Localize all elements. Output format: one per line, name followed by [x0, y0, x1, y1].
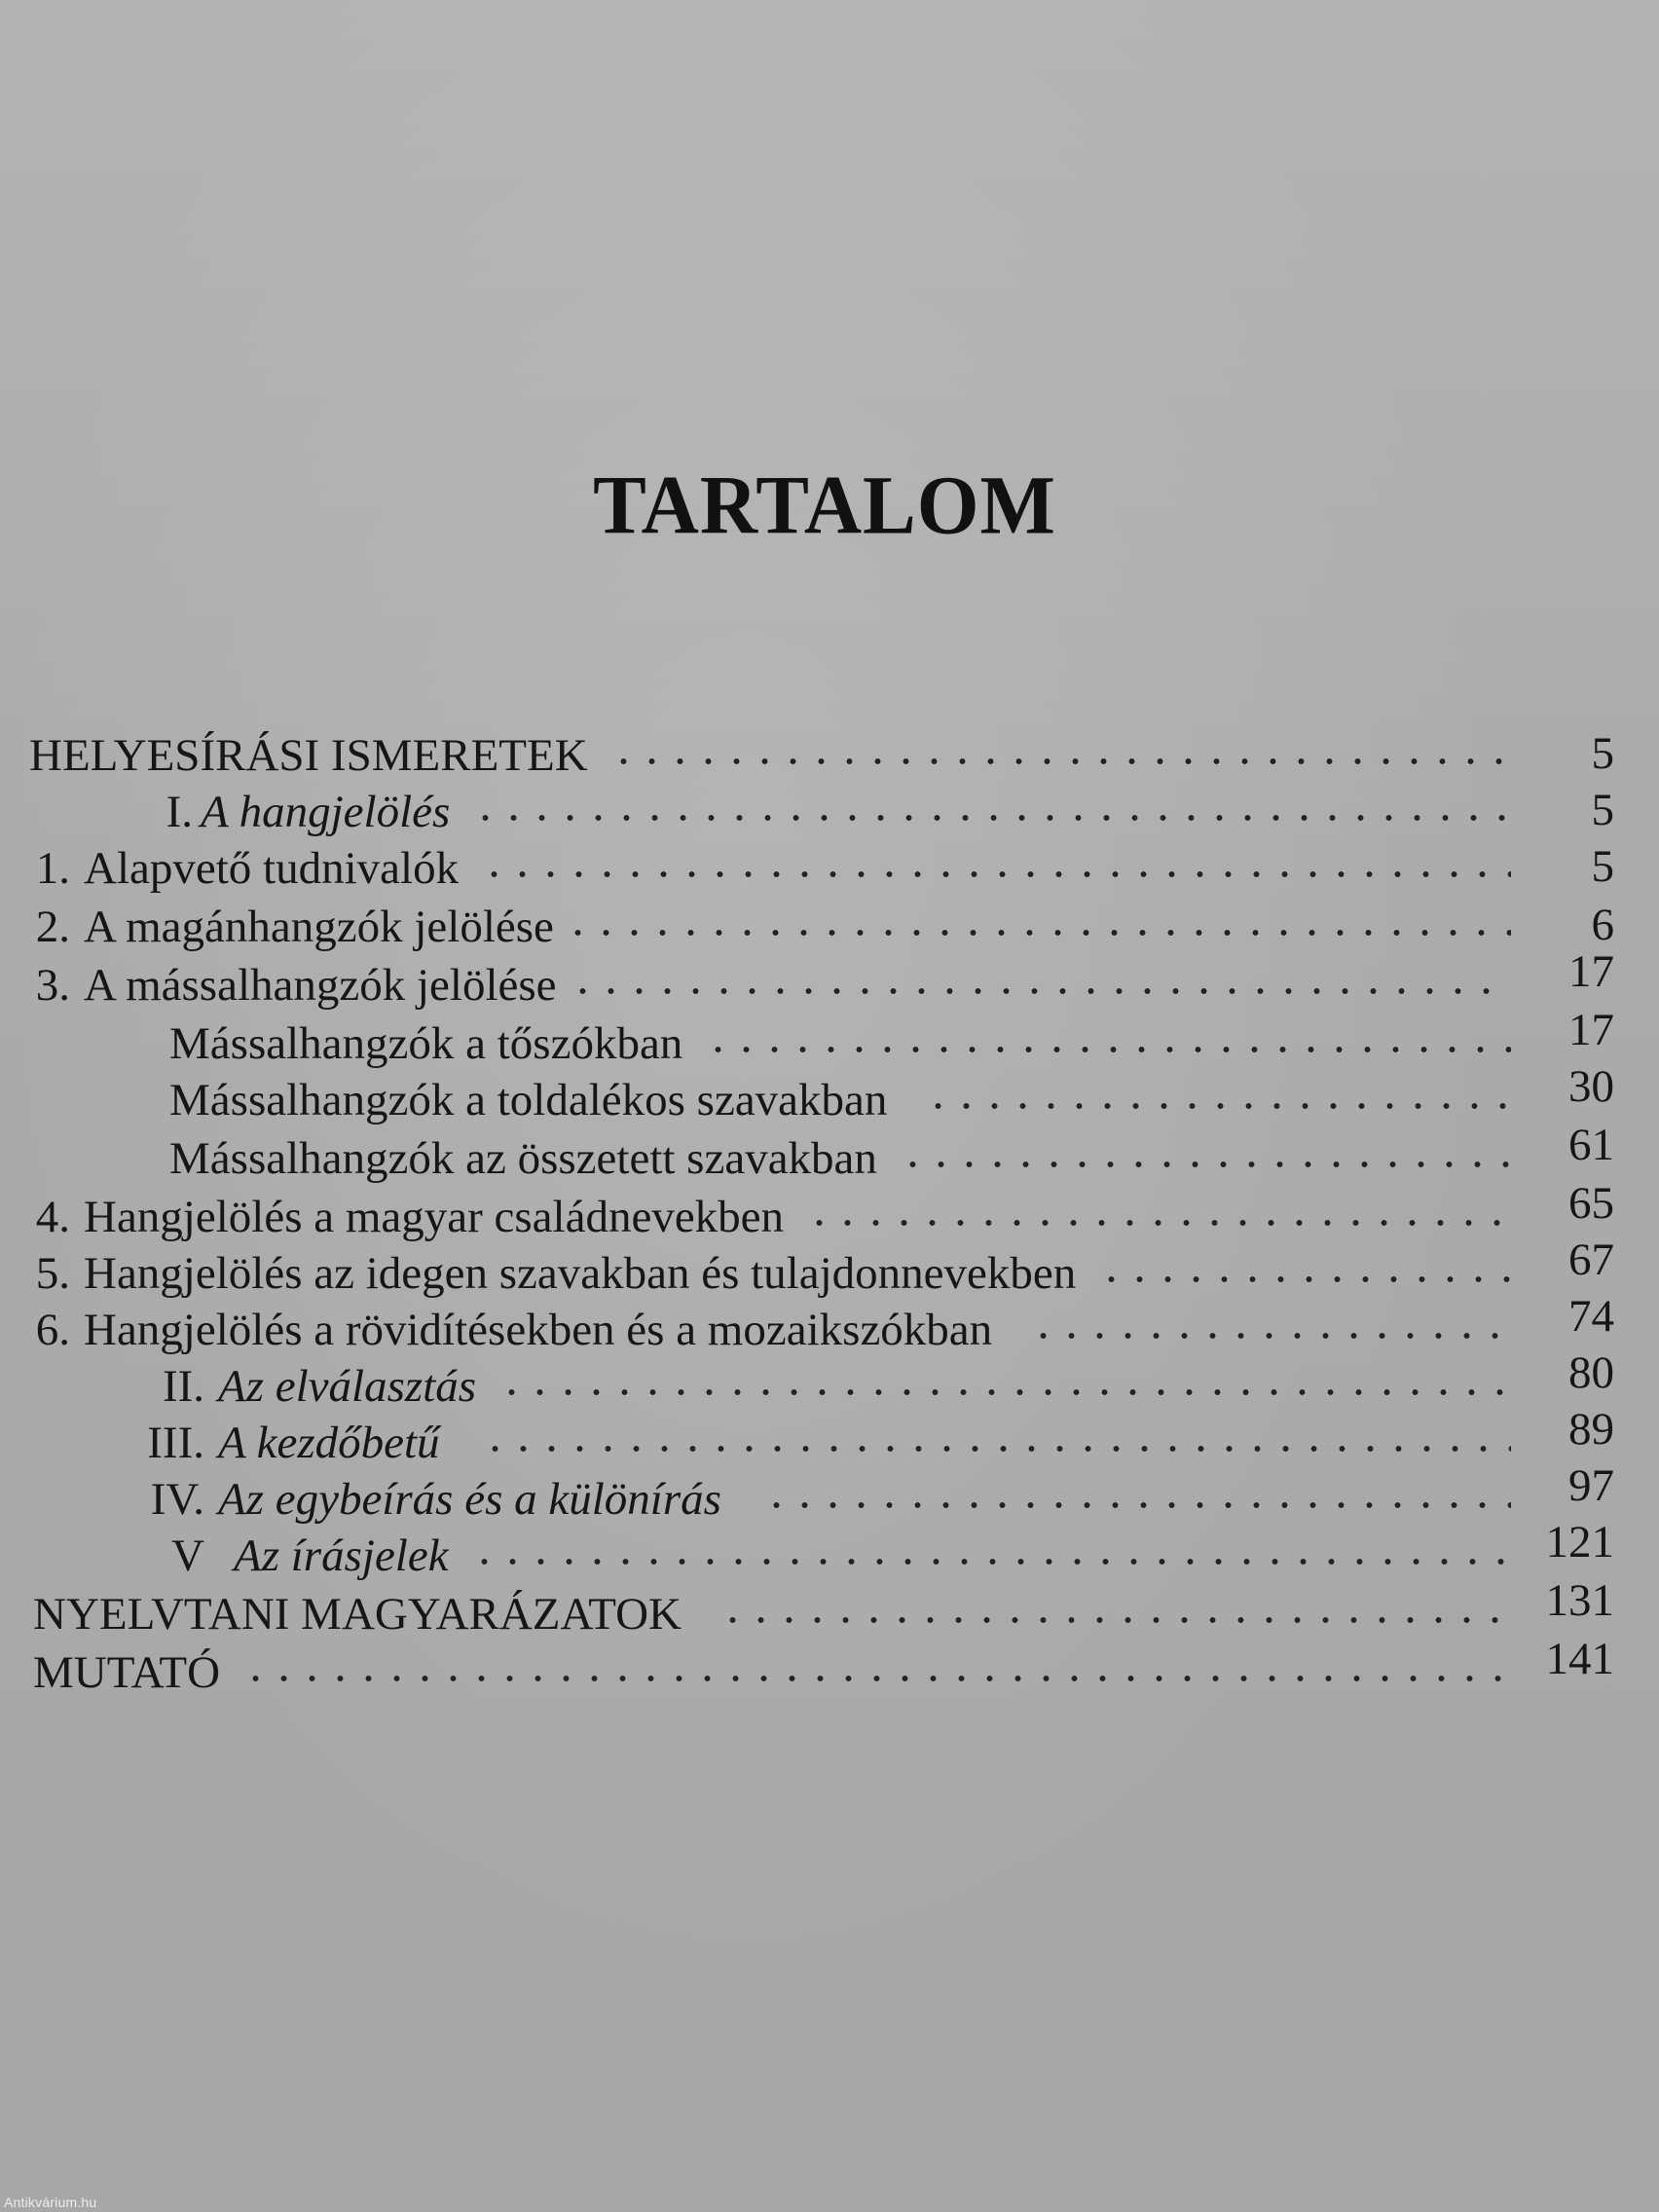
toc-entry-page: 5: [1591, 841, 1614, 892]
leader-dots: [1097, 1270, 1511, 1289]
toc-entry-label: HELYESÍRÁSI ISMERETEK: [29, 730, 588, 781]
toc-entry-page: 61: [1568, 1120, 1614, 1170]
toc-entry-label: Az írásjelek: [234, 1530, 449, 1581]
toc-entry-irasjelek: [0, 1517, 1659, 1581]
toc-entry-number: 2.: [35, 902, 70, 952]
toc-entry-label: Az elválasztás: [218, 1361, 477, 1412]
leader-dots: [481, 1439, 1511, 1458]
leader-dots: [1029, 1326, 1511, 1346]
toc-entry-number: 3.: [35, 960, 70, 1011]
toc-entry-kezdobetu: [0, 1404, 1659, 1468]
leader-dots: [899, 1155, 1511, 1174]
toc-entry-number: IV.: [150, 1474, 204, 1525]
toc-entry-label: Mássalhangzók az összetett szavakban: [169, 1133, 877, 1184]
toc-entry-toszokban: [0, 1005, 1659, 1069]
toc-entry-label: Az egybeírás és a különírás: [218, 1474, 721, 1525]
toc-entry-maganhangzok: [0, 892, 1659, 950]
toc-entry-number: 1.: [35, 843, 70, 894]
toc-entry-page: 74: [1568, 1291, 1614, 1342]
toc-entry-page: 17: [1568, 1005, 1614, 1055]
toc-entry-number: III.: [147, 1418, 204, 1468]
leader-dots: [470, 1552, 1511, 1571]
toc-entry-page: 65: [1568, 1178, 1614, 1229]
toc-entry-page: 5: [1591, 728, 1614, 779]
toc-entry-label: Hangjelölés a magyar családnevekben: [84, 1192, 785, 1242]
toc-entry-number: 5.: [35, 1248, 70, 1299]
leader-dots: [704, 1040, 1511, 1059]
toc-entry-page: 5: [1591, 785, 1614, 835]
toc-entry-nyelvtani: [0, 1575, 1659, 1640]
leader-dots: [471, 808, 1511, 828]
toc-entry-number: I.: [166, 787, 193, 837]
toc-entry-page: 6: [1591, 900, 1614, 950]
toc-entry-page: 17: [1568, 946, 1614, 997]
toc-entry-elvalasztas: [0, 1347, 1659, 1412]
toc-entry-label: Hangjelölés az idegen szavakban és tulajdonnevekben: [84, 1248, 1077, 1299]
toc-entry-label: A kezdőbetű: [218, 1418, 440, 1468]
leader-dots: [569, 981, 1511, 1001]
toc-entry-page: 80: [1568, 1347, 1614, 1398]
toc-entry-label: A mássalhangzók jelölése: [84, 960, 557, 1011]
toc-entry-label: NYELVTANI MAGYARÁZATOK: [33, 1589, 682, 1640]
toc-entry-page: 89: [1568, 1404, 1614, 1455]
toc-entry-number: II.: [162, 1361, 204, 1412]
toc-entry-csaladnevek: [0, 1178, 1659, 1242]
toc-entry-label: A magánhangzók jelölése: [84, 902, 554, 952]
leader-dots: [762, 1495, 1511, 1515]
leader-dots: [609, 752, 1511, 771]
toc-entry-helyesirasi-ismeretek: [0, 720, 1659, 779]
leader-dots: [719, 1610, 1511, 1630]
toc-entry-egybeiras: [0, 1460, 1659, 1525]
toc-entry-label: Mássalhangzók a tőszókban: [169, 1018, 683, 1069]
toc-entry-number: 6.: [35, 1305, 70, 1355]
toc-entry-alapveto-tudnivalok: [0, 833, 1659, 892]
toc-entry-page: 141: [1545, 1634, 1614, 1684]
toc-entry-osszetett: [0, 1120, 1659, 1184]
toc-entry-mutato: [0, 1634, 1659, 1698]
toc-entry-hangjeloles: [0, 777, 1659, 835]
page-title: TARTALOM: [593, 458, 1056, 552]
toc-entry-toldalekos: [0, 1061, 1659, 1125]
leader-dots: [241, 1669, 1511, 1688]
toc-entry-page: 30: [1568, 1061, 1614, 1112]
toc-entry-page: 67: [1568, 1235, 1614, 1285]
toc-entry-rovidites: [0, 1291, 1659, 1355]
toc-entry-idegen-szavak: [0, 1235, 1659, 1299]
leader-dots: [924, 1096, 1511, 1116]
toc-entry-number: V: [171, 1530, 204, 1581]
watermark-text: Antikvárium.hu: [4, 2194, 97, 2210]
toc-entry-label: Hangjelölés a rövidítésekben és a mozaikszókban: [84, 1305, 993, 1355]
toc-entry-label: Alapvető tudnivalók: [84, 843, 460, 894]
toc-entry-page: 97: [1568, 1460, 1614, 1511]
toc-entry-number: 4.: [35, 1192, 70, 1242]
leader-dots: [498, 1382, 1511, 1402]
toc-entry-page: 121: [1545, 1517, 1614, 1567]
leader-dots: [480, 865, 1511, 884]
leader-dots: [564, 923, 1511, 942]
toc-entry-page: 131: [1545, 1575, 1614, 1626]
toc-entry-label: A hangjelölés: [201, 787, 451, 837]
toc-entry-label: MUTATÓ: [33, 1647, 221, 1698]
toc-entry-massalhangzok: [0, 946, 1659, 1011]
leader-dots: [805, 1213, 1511, 1233]
toc-entry-label: Mássalhangzók a toldalékos szavakban: [169, 1075, 888, 1125]
